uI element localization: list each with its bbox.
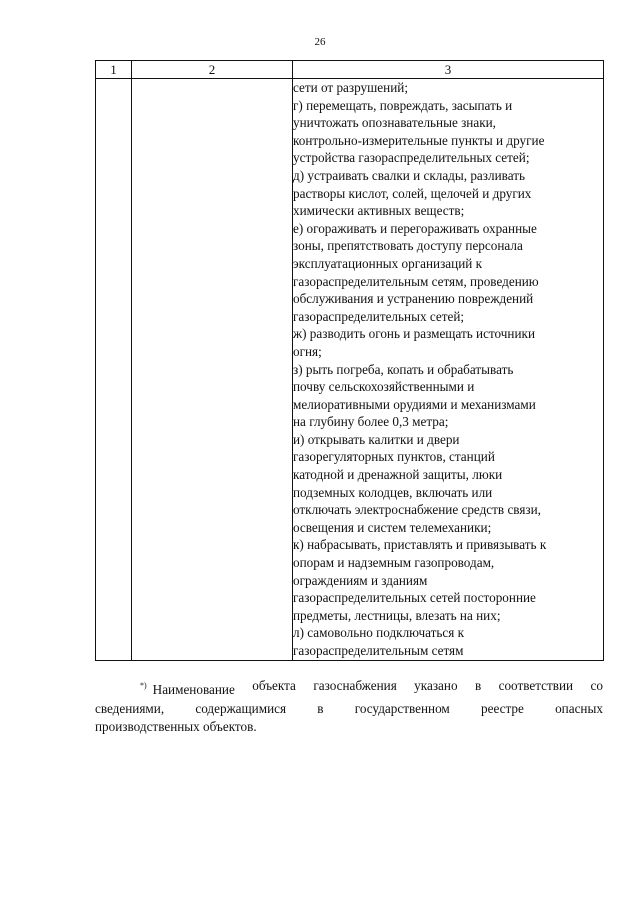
cell-text-line: почву сельскохозяйственными и [293, 379, 475, 395]
cell-text-line: газораспределительным сетям, проведению [293, 273, 539, 289]
column-header-3: 3 [293, 61, 604, 79]
cell-text-line: сети от разрушений; [293, 80, 408, 95]
cell-text-line: уничтожать опознавательные знаки, [293, 115, 496, 131]
cell-text-line: освещения и систем телемеханики; [293, 519, 492, 535]
footnote-word: в [474, 678, 482, 693]
cell-text-line: химически активных веществ; [293, 203, 465, 219]
cell-text-line: ограждениям и зданиям [293, 572, 428, 588]
cell-text-line: на глубину более 0,3 метра; [293, 414, 449, 430]
cell-text-line: е) огораживать и перегораживать охранные [293, 220, 537, 236]
cell-text-line: з) рыть погреба, копать и обрабатывать [293, 361, 514, 377]
column-header-1: 1 [96, 61, 132, 79]
column-header-2: 2 [132, 61, 293, 79]
footnote-word: указано [414, 678, 458, 693]
cell-text-line: газорегуляторных пунктов, станций [293, 449, 495, 465]
cell-text-line: г) перемещать, повреждать, засыпать и [293, 97, 513, 113]
cell-text-line: мелиоративными орудиями и механизмами [293, 396, 536, 412]
cell-text-line: опорам и надземным газопроводам, [293, 555, 495, 571]
table-cell-col2 [132, 79, 293, 661]
cell-text-line: л) самовольно подключаться к [293, 625, 465, 641]
cell-text-line: эксплуатационных организаций к [293, 255, 483, 271]
cell-text-line: газораспределительных сетей посторонние [293, 590, 536, 606]
footnote-word: объекта [252, 678, 296, 693]
cell-text-line: газораспределительным сетям [293, 643, 464, 658]
page-number: 26 [314, 36, 326, 48]
footnote-word: сведениями, [95, 700, 165, 716]
cell-text-line: катодной и дренажной защиты, люки [293, 467, 503, 483]
cell-text-line: и) открывать калитки и двери [293, 431, 460, 447]
footnote-word: газоснабжения [313, 678, 397, 693]
table-cell-col3 [293, 79, 604, 661]
footnote-first-word [140, 677, 235, 700]
requirements-table [95, 60, 604, 661]
cell-text-line: растворы кислот, солей, щелочей и других [293, 185, 532, 201]
cell-text-line: огня; [293, 343, 322, 359]
cell-text-line: контрольно-измерительные пункты и другие [293, 132, 545, 148]
cell-text-line: зоны, препятствовать доступу персонала [293, 238, 523, 254]
table-header-row [96, 61, 604, 79]
footnote-word: содержащимися [195, 700, 287, 716]
cell-text-line: предметы, лестницы, влезать на них; [293, 607, 501, 623]
footnote-line-1 [95, 677, 603, 700]
footnote-line-3: производственных объектов. [95, 719, 257, 734]
footnote-word: государственном [354, 700, 450, 716]
cell-text-line: отключать электроснабжение средств связи, [293, 502, 541, 518]
cell-text-line: подземных колодцев, включать или [293, 484, 493, 500]
footnote-marker: *) [140, 681, 147, 690]
footnote-word: со [590, 678, 603, 693]
footnote-line-2 [95, 700, 603, 719]
footnote-word: в [317, 700, 324, 716]
cell-text-line: устройства газораспределительных сетей; [293, 150, 530, 166]
cell-text-line: д) устраивать свалки и склады, разливать [293, 167, 525, 183]
footnote-word: Наименование [152, 682, 235, 697]
table-row [96, 79, 604, 661]
footnote-word: опасных [555, 700, 603, 716]
cell-text-line: ж) разводить огонь и размещать источники [293, 326, 536, 342]
footnote-word: реестре [481, 700, 524, 716]
cell-text-line: газораспределительных сетей; [293, 308, 465, 324]
cell-text-line: к) набрасывать, приставлять и привязывать к [293, 537, 547, 553]
table-cell-col1 [96, 79, 132, 661]
footnote [95, 677, 603, 737]
footnote-word: соответствии [498, 678, 574, 693]
cell-text-line: обслуживания и устранению повреждений [293, 291, 534, 307]
